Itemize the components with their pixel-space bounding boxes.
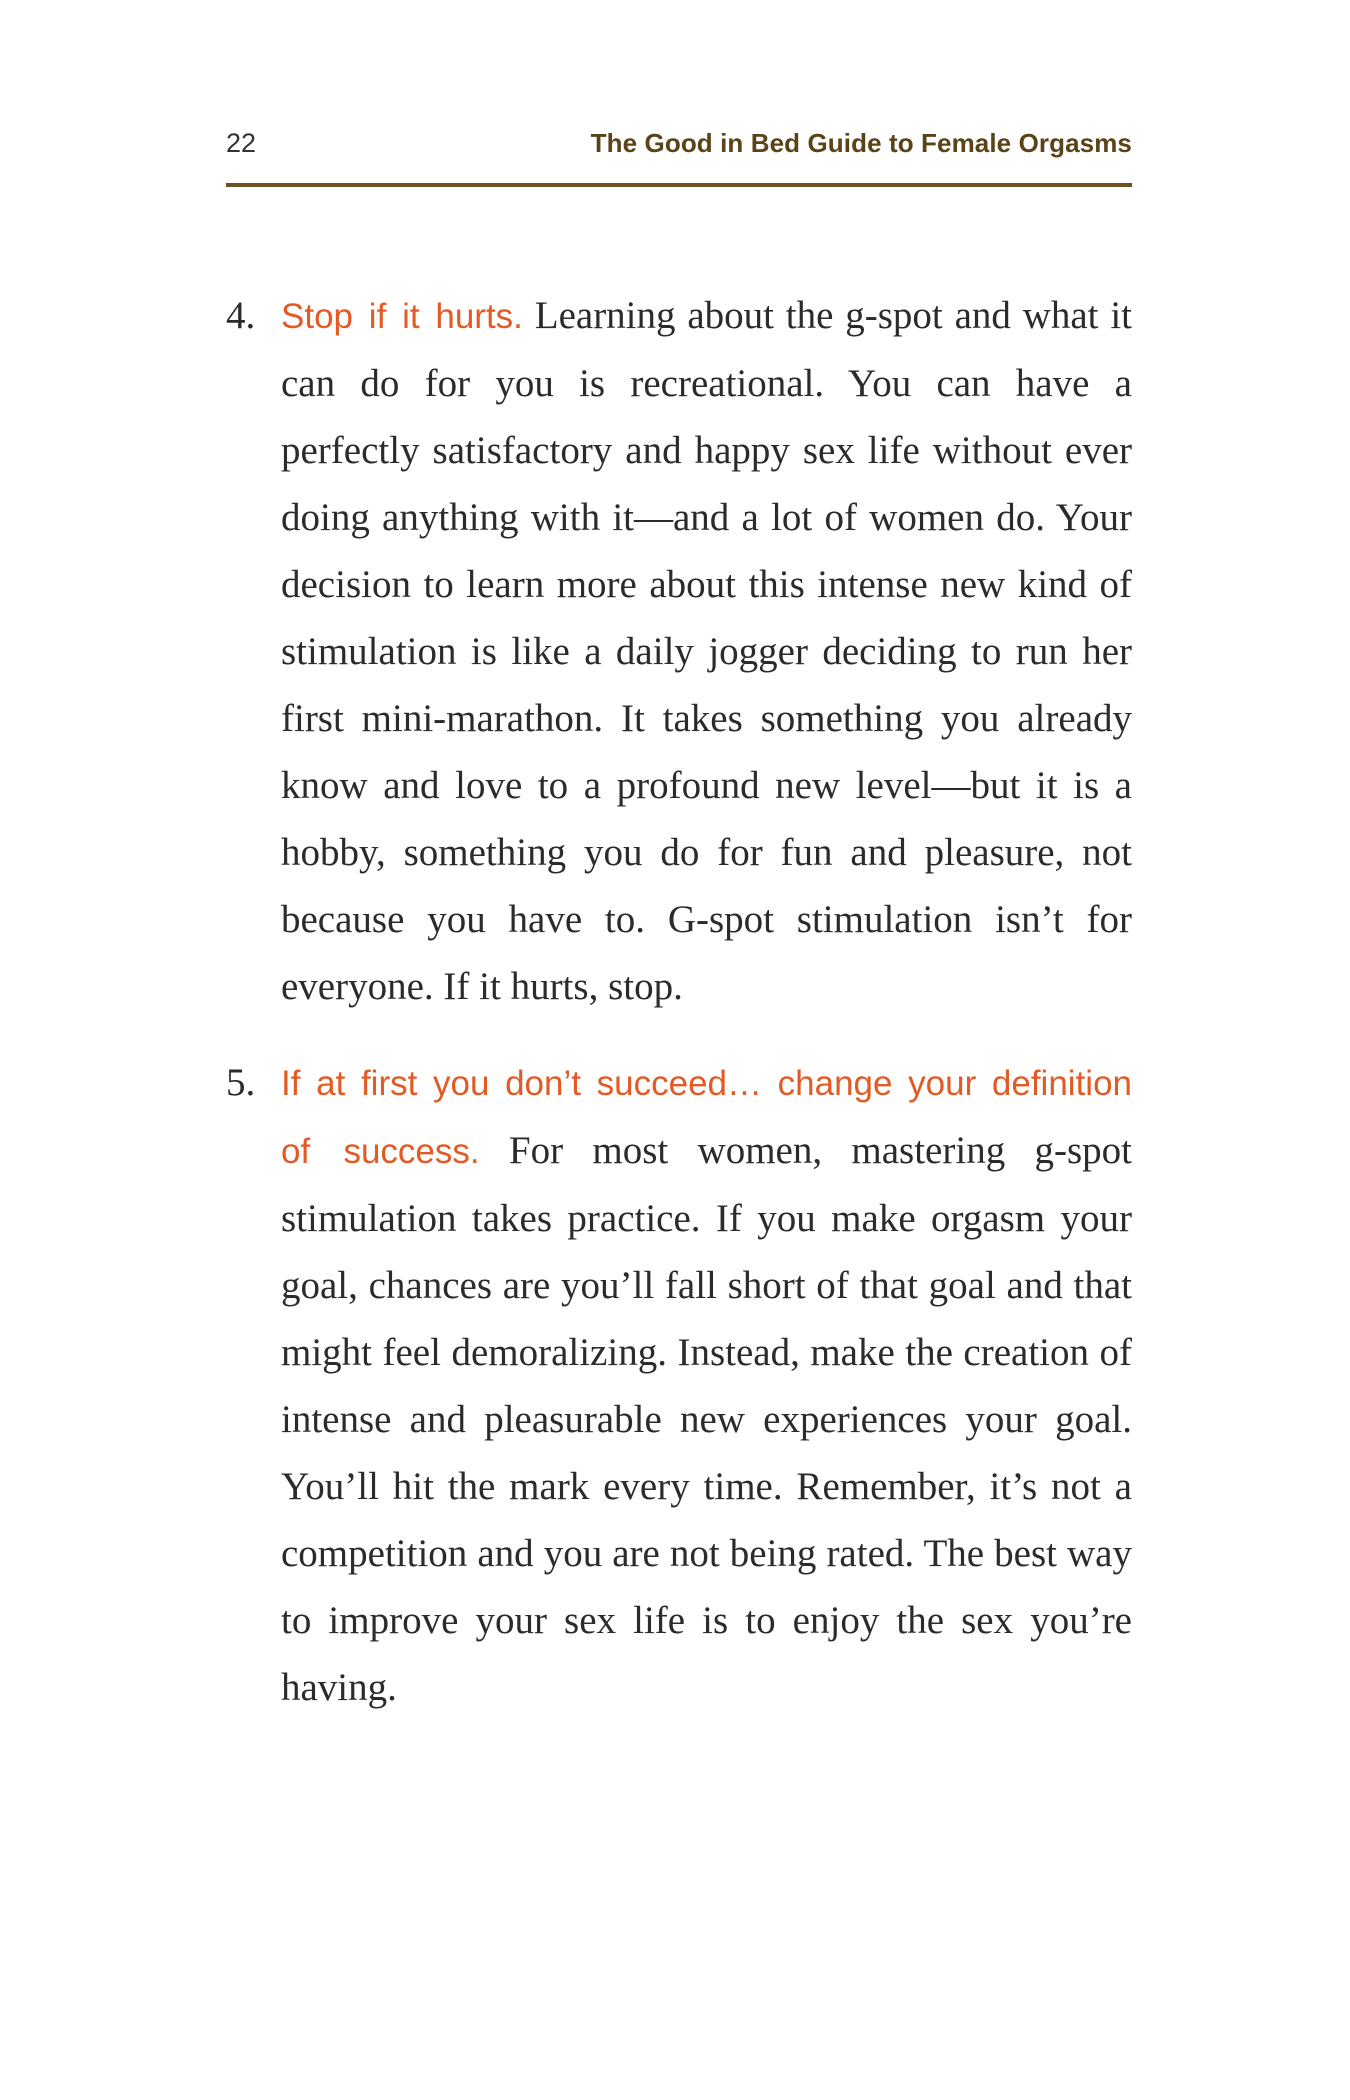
numbered-list: [226, 282, 1132, 1721]
item-number: 5.: [226, 1061, 256, 1104]
running-header: [226, 121, 1132, 165]
item-body: Learning about the g-spot and what it can do for you is recreational. You can have a perfectly satisfactory and happy sex life without ever doing anything with it—and a lot of women do. Your decision to learn more about this intense new kind of stimulation is like a daily jogger deciding to run her first mini-marathon. It takes something you already know and love to a profound new level—but it is a hobby, something you do for fun and pleasure, not because you have to. G-spot stimulation isn’t for everyone. If it hurts, stop.: [281, 294, 1133, 1008]
page-number: 22: [226, 128, 257, 158]
item-number: 4.: [226, 294, 256, 337]
list-item-4: [226, 282, 1132, 1020]
list-item-5: [226, 1049, 1132, 1721]
header-divider: [226, 183, 1132, 187]
item-body: For most women, mastering g-spot stimulation takes practice. If you make orgasm your goal, chances are you’ll fall short of that goal and that might feel demoralizing. Instead, make the creation of intense and pleasurable new experiences your goal. You’ll hit the mark every time. Remember, it’s not a competition and you are not being rated. The best way to improve your sex life is to enjoy the sex you’re having.: [281, 1129, 1132, 1709]
item-heading: Stop if it hurts.: [281, 297, 523, 336]
item-heading: If at first you don’t succeed… change your definition of success.: [281, 1064, 1132, 1171]
book-title: The Good in Bed Guide to Female Orgasms: [590, 128, 1132, 158]
